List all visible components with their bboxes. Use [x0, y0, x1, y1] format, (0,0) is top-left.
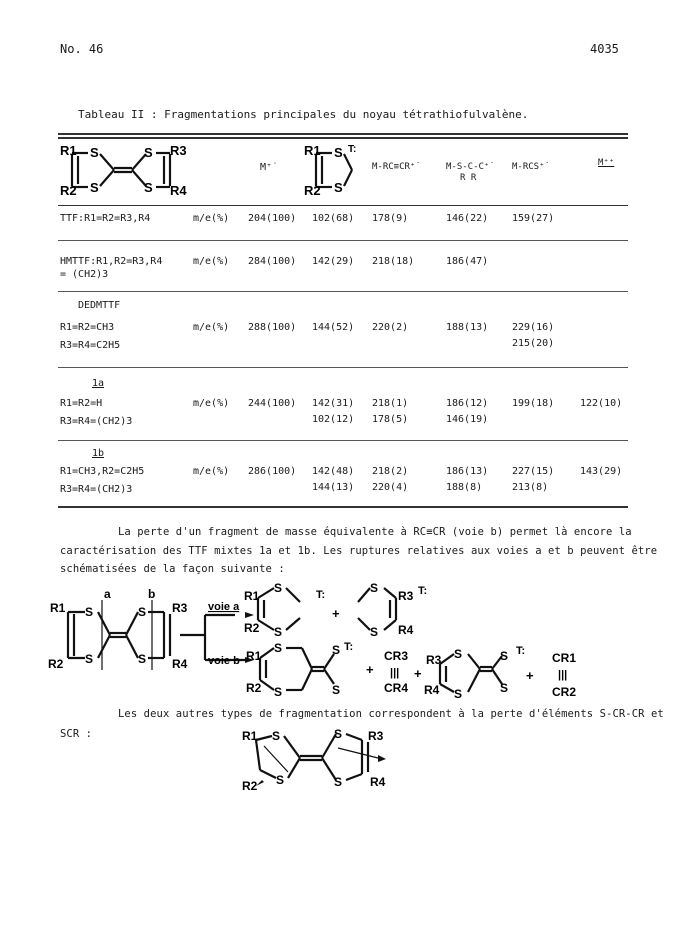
table-row-rule: [58, 240, 628, 241]
table-cell: 142(29): [312, 256, 355, 267]
atom-label: R4: [172, 657, 188, 671]
table-cell: 204(100): [248, 213, 297, 224]
atom-label: S: [138, 652, 147, 666]
page-number: 4035: [590, 42, 619, 56]
row-name-2: R3=R4=(CH2)3: [60, 484, 133, 495]
table-cell: 213(8): [512, 482, 549, 493]
table-cell: 159(27): [512, 213, 555, 224]
bond-label-b: b: [148, 587, 156, 601]
atom-label: R2: [60, 183, 77, 198]
atom-label: S: [332, 683, 341, 697]
atom-label: CR2: [552, 685, 577, 699]
table-bottom-rule: [58, 506, 628, 508]
atom-label: S: [90, 180, 99, 195]
table-cell: 188(8): [446, 482, 483, 493]
body-text-line: caractérisation des TTF mixtes 1a et 1b. Les ruptures relatives aux voies a et b peuvent être: [60, 545, 658, 557]
atom-label: R4: [370, 775, 386, 789]
table-top-rule: [58, 133, 628, 135]
table-cell: 102(12): [312, 414, 355, 425]
atom-label: S: [334, 180, 343, 195]
atom-label: R3: [426, 653, 442, 667]
radical-label: T:: [348, 144, 357, 155]
triple-bond: |||: [558, 669, 568, 681]
row-unit: m/e(%): [193, 466, 230, 477]
table-cell: 286(100): [248, 466, 297, 477]
row-label: 1a: [92, 378, 105, 389]
atom-label: CR1: [552, 651, 577, 665]
table-caption: Tableau II : Fragmentations principales du noyau tétrathiofulvalène.: [78, 108, 529, 121]
radical-label: T:: [316, 589, 326, 601]
atom-label: R1: [246, 649, 262, 663]
table-cell: 186(47): [446, 256, 489, 267]
atom-label: S: [334, 775, 343, 789]
atom-label: S: [274, 685, 283, 699]
col-header-m-rccr: M-RC≡CR⁺̇: [372, 162, 416, 172]
table-cell: 218(1): [372, 398, 409, 409]
col-header-m-rcs: M-RCS⁺̇: [512, 162, 545, 172]
radical-label: T:: [418, 585, 428, 597]
atom-label: R2: [304, 183, 321, 198]
table-cell: 229(16): [512, 322, 555, 333]
row-label: DEDMTTF: [78, 300, 121, 311]
atom-label: S: [276, 773, 285, 787]
row-unit: m/e(%): [193, 398, 230, 409]
table-cell: 146(19): [446, 414, 489, 425]
table-row-rule: [58, 291, 628, 292]
table-cell: 199(18): [512, 398, 555, 409]
plus-sign: +: [414, 666, 422, 681]
atom-label: S: [274, 625, 283, 639]
atom-label: S: [90, 145, 99, 160]
atom-label: R1: [304, 143, 321, 158]
bond-label-a: a: [104, 587, 111, 601]
atom-label: S: [370, 581, 379, 595]
plus-sign: +: [366, 662, 374, 677]
table-cell: 186(12): [446, 398, 489, 409]
ttf-skeleton-structure: [58, 140, 188, 202]
table-cell: 188(13): [446, 322, 489, 333]
atom-label: R1: [242, 729, 258, 743]
atom-label: S: [138, 605, 147, 619]
atom-label: S: [454, 647, 463, 661]
table-cell: 215(20): [512, 338, 555, 349]
row-unit: m/e(%): [193, 256, 230, 267]
table-cell: 186(13): [446, 466, 489, 477]
atom-label: S: [500, 649, 509, 663]
route-label-b: voie b: [208, 655, 240, 667]
atom-label: R4: [424, 683, 440, 697]
atom-label: R3: [398, 589, 414, 603]
journal-issue: No. 46: [60, 42, 104, 56]
table-cell: 122(10): [580, 398, 623, 409]
col-header-m-double: M⁺⁺: [598, 158, 615, 168]
table-cell: 142(31): [312, 398, 355, 409]
table-cell: 220(2): [372, 322, 409, 333]
row-name-2: R3=R4=C2H5: [60, 340, 121, 351]
fragmentation-scheme: [40, 580, 640, 705]
radical-label: T:: [516, 645, 526, 657]
ttf-cleavage-structure: [228, 722, 398, 802]
table-cell: 244(100): [248, 398, 297, 409]
atom-label: S: [144, 145, 153, 160]
row-name: R1=R2=CH3: [60, 322, 115, 333]
table-cell: 144(52): [312, 322, 355, 333]
row-name: TTF:R1=R2=R3,R4: [60, 213, 151, 224]
atom-label: S: [272, 729, 281, 743]
atom-label: S: [85, 652, 94, 666]
table-cell: 227(15): [512, 466, 555, 477]
atom-label: S: [274, 641, 283, 655]
atom-label: S: [332, 643, 341, 657]
atom-label: R3: [170, 143, 187, 158]
row-name-2: = (CH2)3: [60, 269, 109, 280]
atom-label: S: [85, 605, 94, 619]
atom-label: S: [334, 727, 343, 741]
atom-label: R1: [244, 589, 260, 603]
body-text-line: schématisées de la façon suivante :: [60, 563, 285, 575]
atom-label: S: [500, 681, 509, 695]
table-top-rule-2: [58, 137, 628, 139]
atom-label: R4: [170, 183, 187, 198]
atom-label: R2: [246, 681, 262, 695]
table-cell: 178(9): [372, 213, 409, 224]
row-name: HMTTF:R1,R2=R3,R4: [60, 256, 163, 267]
atom-label: R3: [368, 729, 384, 743]
atom-label: R1: [50, 601, 66, 615]
triple-bond: |||: [390, 667, 400, 679]
atom-label: CR4: [384, 681, 409, 695]
atom-label: S: [370, 625, 379, 639]
body-text-line: SCR :: [60, 728, 93, 740]
table-cell: 144(13): [312, 482, 355, 493]
atom-label: R4: [398, 623, 414, 637]
route-label-a: voie a: [208, 601, 240, 613]
atom-label: R2: [48, 657, 64, 671]
radical-label: T:: [344, 641, 354, 653]
row-unit: m/e(%): [193, 213, 230, 224]
row-name: R1=CH3,R2=C2H5: [60, 466, 145, 477]
fragment-structure-header: [302, 140, 360, 202]
body-text-line: Les deux autres types de fragmentation correspondent à la perte d'éléments S-CR-CR et: [118, 708, 664, 720]
row-label: 1b: [92, 448, 105, 459]
atom-label: R2: [244, 621, 260, 635]
atom-label: R1: [60, 143, 77, 158]
table-cell: 143(29): [580, 466, 623, 477]
row-name-2: R3=R4=(CH2)3: [60, 416, 133, 427]
atom-label: R3: [172, 601, 188, 615]
table-cell: 284(100): [248, 256, 297, 267]
plus-sign: +: [526, 668, 534, 683]
table-cell: 220(4): [372, 482, 409, 493]
row-name: R1=R2=H: [60, 398, 103, 409]
col-header-m: M⁺̇: [260, 162, 273, 173]
atom-label: S: [454, 687, 463, 701]
col-header-rr: R R: [460, 173, 477, 183]
atom-label: R2: [242, 779, 258, 793]
table-cell: 218(18): [372, 256, 415, 267]
table-row-rule: [58, 440, 628, 441]
row-unit: m/e(%): [193, 322, 230, 333]
plus-sign: +: [332, 606, 340, 621]
table-cell: 218(2): [372, 466, 409, 477]
atom-label: S: [334, 145, 343, 160]
col-header-m-scc: M-S-C-C⁺̇: [446, 162, 490, 172]
body-text-line: La perte d'un fragment de masse équivalente à RC≡CR (voie b) permet là encore la: [118, 526, 632, 538]
table-row-rule: [58, 367, 628, 368]
table-cell: 102(68): [312, 213, 355, 224]
table-cell: 178(5): [372, 414, 409, 425]
atom-label: S: [274, 581, 283, 595]
table-cell: 288(100): [248, 322, 297, 333]
atom-label: S: [144, 180, 153, 195]
table-cell: 142(48): [312, 466, 355, 477]
table-header-rule: [58, 205, 628, 206]
table-cell: 146(22): [446, 213, 489, 224]
atom-label: CR3: [384, 649, 409, 663]
